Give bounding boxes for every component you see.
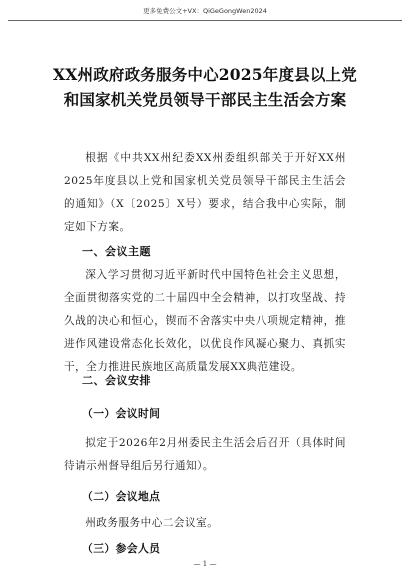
subheading-meeting-location: （二）会议地点 — [82, 490, 161, 503]
section-text-theme: 深入学习贯彻习近平新时代中国特色社会主义思想，全面贯彻落实党的二十届四中全会精神，以打攻坚战、持久战的决心和恒心，锲而不舍落实中央八项规定精神，推进作风建设常态化长效化，以优良作风凝心聚力、真抓实干，全力推进民族地区高质量发展XX典范建设。 — [64, 269, 346, 373]
section-heading-arrangement: 二、会议安排 — [82, 374, 151, 387]
intro-paragraph: 根据《中共XX州纪委XX州委组织部关于开好XX州2025年度县以上党和国家机关党员领导干部民主生活会的通知》（X〔2025〕X号）要求，结合我中心实际，制定如下方案。 — [64, 152, 346, 233]
text-meeting-location: 州政务服务中心二会议室。 — [85, 517, 219, 529]
header-rule — [8, 20, 402, 21]
header-banner: 更多免费公文+VX：QiGeGongWen2024 — [143, 7, 267, 15]
subheading-meeting-time: （一）会议时间 — [82, 407, 161, 420]
page-number: — 1 — — [193, 560, 217, 568]
section-heading-theme: 一、会议主题 — [82, 245, 151, 258]
text-meeting-time: 拟定于2026年2月州委民主生活会后召开（具体时间待请示州督导组后另行通知）。 — [64, 437, 346, 472]
subheading-participants: （三）参会人员 — [82, 542, 161, 555]
document-title: XX州政府政务服务中心2025年度县以上党和国家机关党员领导干部民主生活会方案 — [53, 65, 357, 109]
